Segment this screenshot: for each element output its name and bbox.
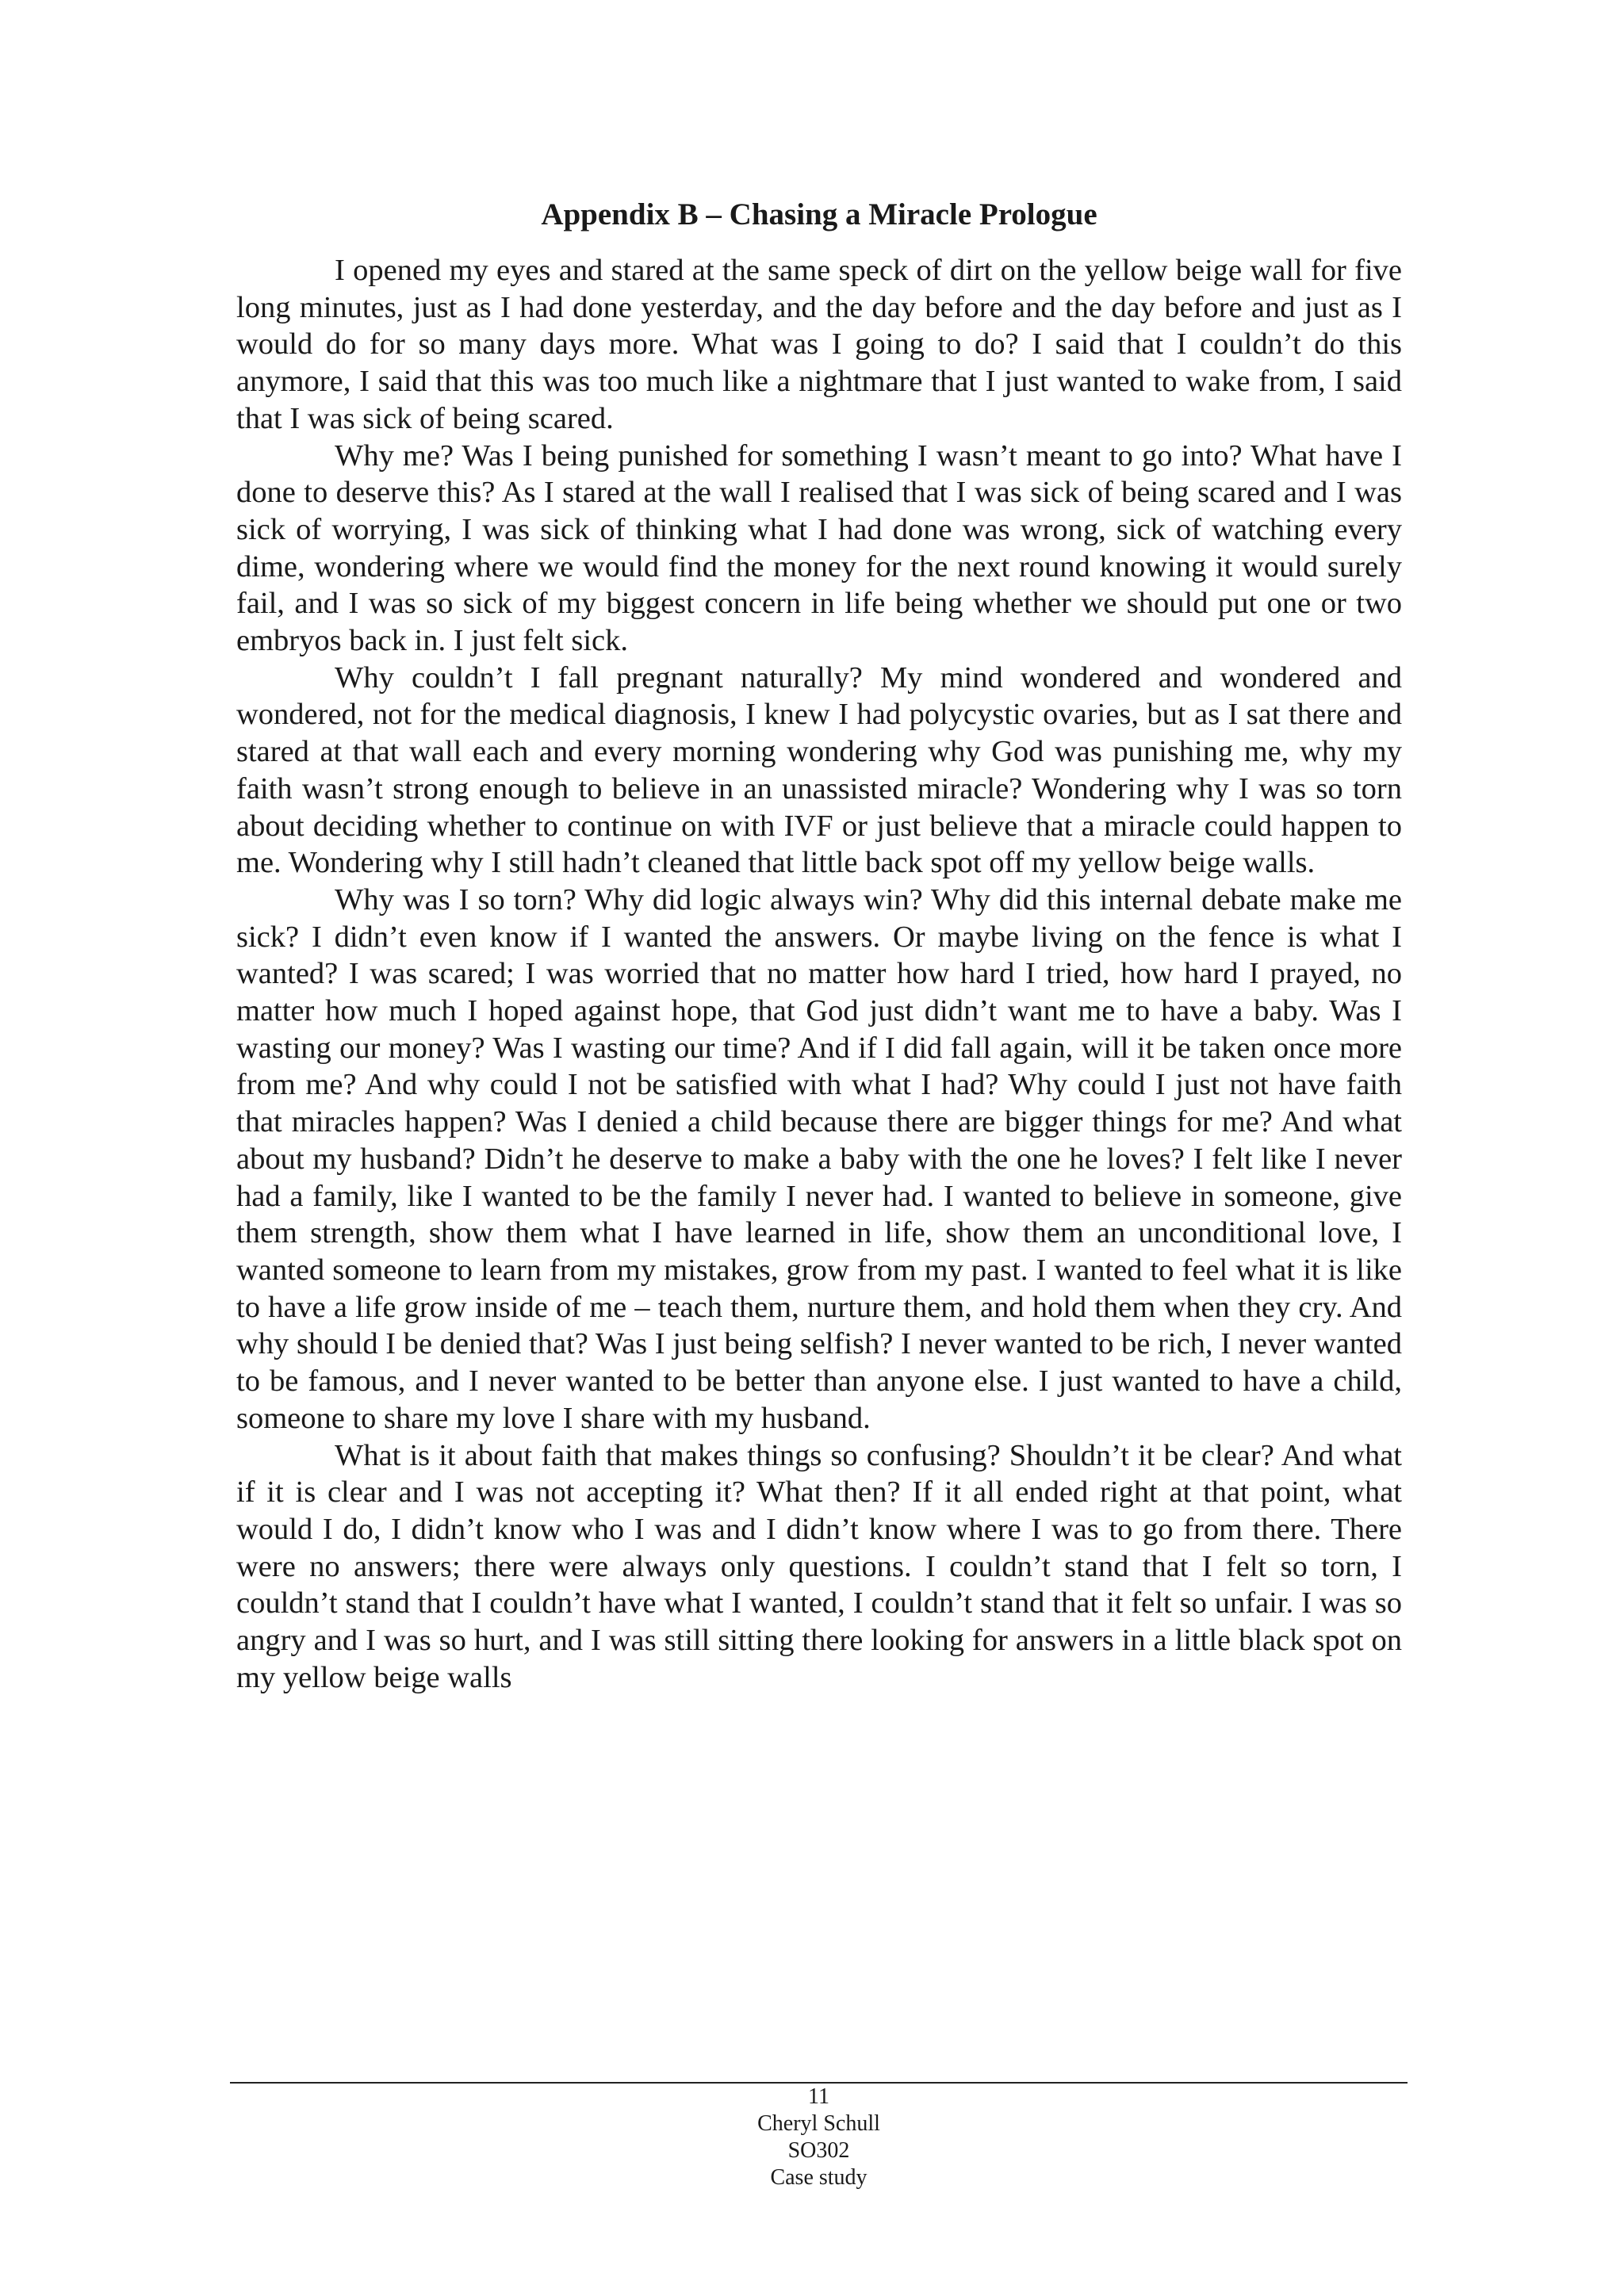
paragraph-2: Why me? Was I being punished for something I wasn’t meant to go into? What have I done to deserve this? As I stared at the wall I realised that I was sick of being scared and I was sick of worrying, I was sick of thinking what I had done was wrong, sick of watching every dime, wondering where we would find the money for the next round knowing it would surely fail, and I was so sick of my biggest concern in life being whether we should put one or two embryos back in. I just felt sick. <box>236 438 1402 658</box>
document-body <box>236 252 1402 1696</box>
paragraph-3: Why couldn’t I fall pregnant naturally? My mind wondered and wondered and wondered, not for the medical diagnosis, I knew I had polycystic ovaries, but as I sat there and stared at that wall each and every morning wondering why God was punishing me, why my faith wasn’t strong enough to believe in an unassisted miracle? Wondering why I was so torn about deciding whether to continue on with IVF or just believe that a miracle could happen to me. Wondering why I still hadn’t cleaned that little back spot off my yellow beige walls. <box>236 660 1402 880</box>
page-number: 11 <box>808 2084 829 2109</box>
footer-author: Cheryl Schull <box>757 2111 880 2136</box>
paragraph-1: I opened my eyes and stared at the same speck of dirt on the yellow beige wall for five long minutes, just as I had done yesterday, and the day before and the day before and just as I would do for so many days more. What was I going to do? I said that I couldn’t do this anymore, I said that this was too much like a nightmare that I just wanted to wake from, I said that I was sick of being scared. <box>236 254 1402 435</box>
page-title: Appendix B – Chasing a Miracle Prologue <box>541 197 1097 232</box>
footer-course: SO302 <box>787 2138 850 2163</box>
page-footer <box>230 2084 1408 2191</box>
paragraph-4: Why was I so torn? Why did logic always win? Why did this internal debate make me sick? I didn’t even know if I wanted the answers. Or maybe living on the fence is what I wanted? I was scared; I was worried that no matter how hard I tried, how hard I prayed, no matter how much I hoped against hope, that God just didn’t want me to have a baby. Was I wasting our money? Was I wasting our time? And if I did fall again, will it be taken once more from me? And why could I not be satisfied with what I had? Why could I just not have faith that miracles happen? Was I denied a child because there are bigger things for me? And what about my husband? Didn’t he deserve to make a baby with the one he loves? I felt like I never had a family, like I wanted to be the family I never had. I wanted to believe in someone, give them strength, show them what I have learned in life, show them an unconditional love, I wanted someone to learn from my mistakes, grow from my past. I wanted to feel what it is like to have a life grow inside of me – teach them, nurture them, and hold them when they cry. And why should I be denied that? Was I just being selfish? I never wanted to be rich, I never wanted to be famous, and I never wanted to be better than anyone else. I just wanted to have a child, someone to share my love I share with my husband. <box>236 882 1402 1435</box>
paragraph-5: What is it about faith that makes things so confusing? Shouldn’t it be clear? And what if it is clear and I was not accepting it? What then? If it all ended right at that point, what would I do, I didn’t know who I was and I didn’t know where I was to go from there. There were no answers; there were always only questions. I couldn’t stand that I felt so torn, I couldn’t stand that I couldn’t have what I wanted, I couldn’t stand that it felt so unfair. I was so angry and I was so hurt, and I was still sitting there looking for answers in a little black spot on my yellow beige walls <box>236 1438 1402 1694</box>
footer-doc-type: Case study <box>770 2165 868 2190</box>
